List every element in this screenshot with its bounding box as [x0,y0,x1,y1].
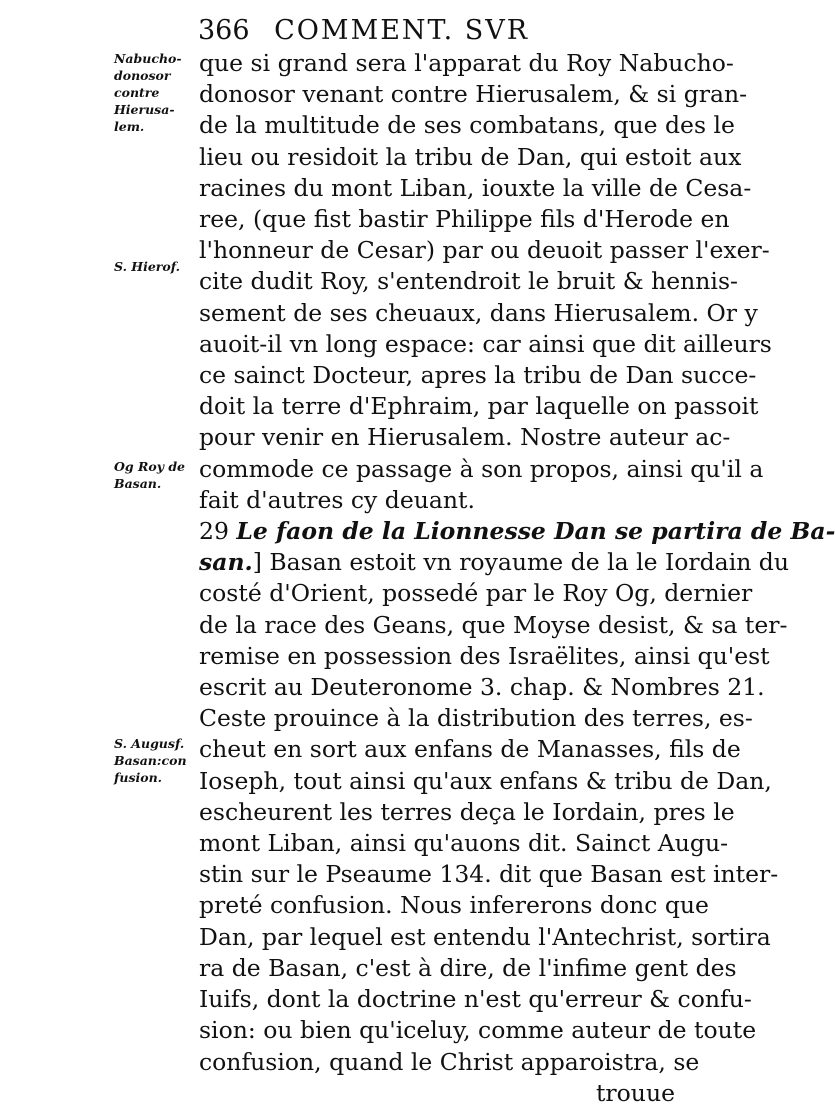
text-line: donosor venant contre Hierusalem, & si gran- [199,80,748,109]
verse-line [199,547,789,578]
verse-lemma: Le faon de la Lionnesse Dan se partira de Ba- [236,517,835,546]
text-line: sion: ou bien qu'iceluy, comme auteur de toute [199,1016,757,1045]
text-line: preté confusion. Nous infererons donc que [199,891,709,920]
main-text [199,48,835,1109]
text-line: Ioseph, tout ainsi qu'aux enfans & tribu de Dan, [199,766,772,795]
verse-commentary-start: ] Basan estoit vn royaume de la le Iordain du [252,548,789,577]
text-line: de la multitude de ses combatans, que des le [199,111,735,140]
text-line: auoit-il vn long espace: car ainsi que dit ailleurs [199,329,772,358]
text-line: cite dudit Roy, s'entendroit le bruit & hennis- [199,267,738,296]
text-line: costé d'Orient, possedé par le Roy Og, dernier [199,579,753,608]
text-line: ce sainct Docteur, apres la tribu de Dan succe- [199,361,757,390]
text-line: escrit au Deuteronome 3. chap. & Nombres 21. [199,673,765,702]
margin-note-og-roy: Og Roy de Basan. [114,459,186,491]
verse-line [199,516,835,547]
running-title: COMMENT. SVR [274,15,530,46]
text-line: ree, (que fist bastir Philippe fils d'Herode en [199,205,730,234]
text-line: l'honneur de Cesar) par ou deuoit passer l'exer- [199,236,770,265]
text-line: Iuifs, dont la doctrine n'est qu'erreur & confu- [199,985,752,1014]
text-line: fait d'autres cy deuant. [199,485,475,514]
margin-note-hierosme: S. Hierof. [114,259,181,274]
text-line: remise en possession des Israëlites, ainsi qu'est [199,641,770,670]
page-number: 366 [198,15,250,46]
margin-note-nabuchodonosor: Nabucho- donosor contre Hierusa- lem. [114,51,182,134]
text-line: que si grand sera l'apparat du Roy Nabucho- [199,49,734,77]
text-line: pour venir en Hierusalem. Nostre auteur ac- [199,423,731,452]
text-line: racines du mont Liban, iouxte la ville de Cesa- [199,173,752,202]
text-line: lieu ou residoit la tribu de Dan, qui estoit aux [199,142,742,171]
text-line: commode ce passage à son propos, ainsi qu'il a [199,454,764,483]
running-header [198,16,529,46]
text-line: doit la terre d'Ephraim, par laquelle on passoit [199,392,759,421]
catchword: trouue [595,1078,675,1107]
verse-lemma-end: san. [199,548,253,577]
margin-note-augustin: S. Augusf. Basan:con fusion. [114,736,187,785]
text-line: sement de ses cheuaux, dans Hierusalem. Or y [199,298,758,327]
text-line: confusion, quand le Christ apparoistra, se [199,1047,700,1076]
text-line: ra de Basan, c'est à dire, de l'infime gent des [199,953,737,982]
text-line: mont Liban, ainsi qu'auons dit. Sainct Augu- [199,829,729,858]
text-line: escheurent les terres deça le Iordain, pres le [199,797,735,826]
text-line: Ceste prouince à la distribution des terres, es- [199,704,753,733]
verse-number: 29 [199,517,229,546]
text-line: stin sur le Pseaume 134. dit que Basan est inter- [199,860,779,889]
text-line: de la race des Geans, que Moyse desist, & sa ter- [199,610,788,639]
text-line: cheut en sort aux enfans de Manasses, fils de [199,735,741,764]
text-line: Dan, par lequel est entendu l'Antechrist, sortira [199,922,771,951]
